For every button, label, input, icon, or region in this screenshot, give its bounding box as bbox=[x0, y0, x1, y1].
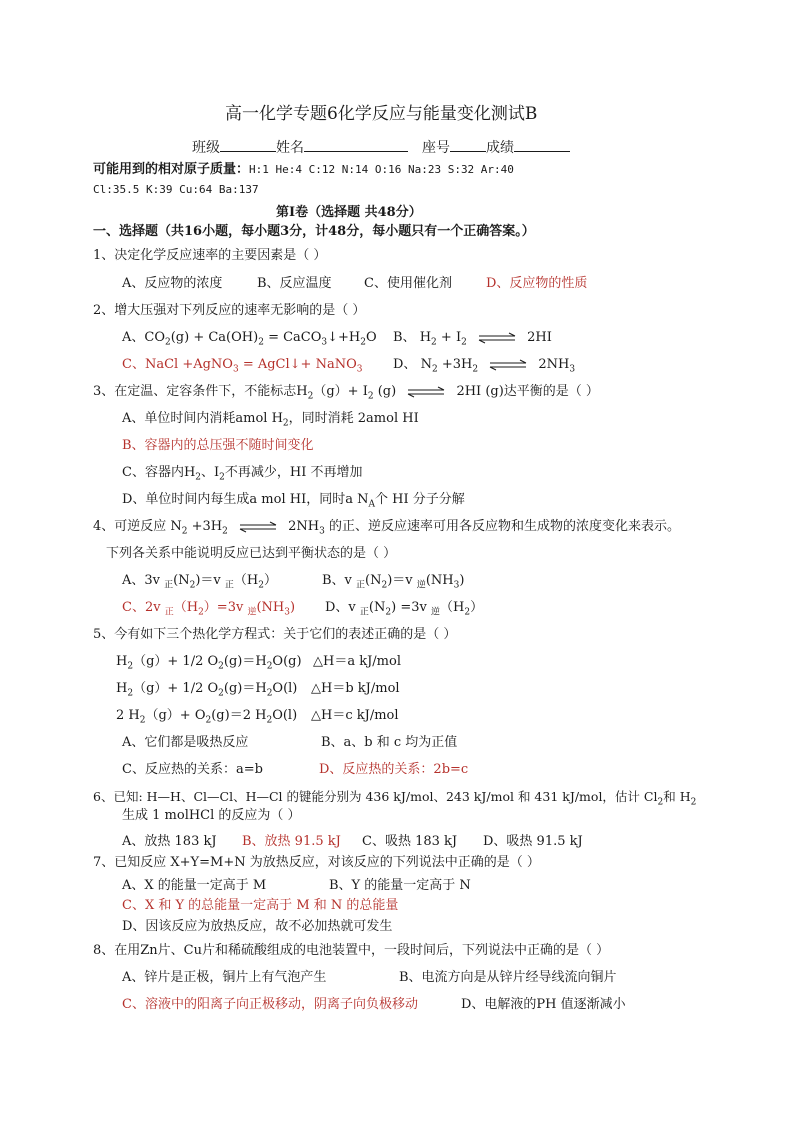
atomic-masses-values-1: H:1 He:4 C:12 N:14 O:16 Na:23 S:32 Ar:40 bbox=[249, 163, 514, 176]
q4-option-b[interactable]: B、v $_正(N_2)=v$ $_逆(NH_3)$ bbox=[322, 573, 465, 591]
q6-stem: 6、已知: H—H、Cl—Cl、H—Cl 的键能分别为 436 kJ/mol、243 kJ/mol 和 431 kJ/mol，估计 $Cl_2$和 $H_2$ bbox=[93, 789, 697, 808]
q8-option-a[interactable]: A、锌片是正极，铜片上有气泡产生 bbox=[122, 970, 327, 985]
seat-label: 座号 bbox=[422, 140, 450, 156]
q4-option-d[interactable]: D、v $_正(N_2) =3v$ $_逆(H_2)$ bbox=[325, 600, 484, 618]
score-blank[interactable] bbox=[514, 138, 570, 152]
q5-dh-2: △H＝b kJ/mol bbox=[311, 681, 400, 696]
q4-stem-2: 下列各关系中能说明反应已达到平衡状态的是（ ） bbox=[106, 546, 397, 561]
section-title: 一、选择题（共16小题，每小题3分，计48分，每小题只有一个正确答案。） bbox=[93, 224, 535, 239]
q8-stem: 8、在用Zn片、Cu片和稀硫酸组成的电池装置中，一段时间后，下列说法中正确的是（ ） bbox=[93, 943, 610, 958]
q1-stem: 1、决定化学反应速率的主要因素是（ ） bbox=[93, 248, 327, 263]
q3-option-a[interactable]: A、单位时间内消耗amol $H_2$，同时消耗 2amol HI bbox=[122, 411, 419, 429]
q5-stem: 5、今有如下三个热化学方程式：关于它们的表述正确的是（ ） bbox=[93, 627, 457, 642]
part-title: 第Ⅰ卷（选择题 共48分） bbox=[276, 205, 422, 220]
q8-option-b[interactable]: B、电流方向是从锌片经导线流向铜片 bbox=[399, 970, 617, 985]
atomic-masses-line-1 bbox=[93, 162, 514, 178]
equilibrium-arrow-icon bbox=[238, 521, 278, 533]
q5-dh-1: △H＝a kJ/mol bbox=[313, 654, 401, 669]
q4-stem: 4、可逆反应 $N_2 +3H_2$ $2NH_3$ 的正、逆反应速率可用各反应物和生成物的浓度变化来表示。 bbox=[93, 519, 681, 537]
q5-equation-3: 2 $H_2(g)+ O_2(g)=2$ $H_2O(l)$ bbox=[116, 708, 298, 726]
q1-option-c[interactable]: C、使用催化剂 bbox=[364, 276, 452, 291]
q6-option-c[interactable]: C、吸热 183 kJ bbox=[362, 834, 458, 849]
class-blank[interactable] bbox=[220, 138, 276, 152]
class-label: 班级 bbox=[192, 140, 220, 156]
atomic-masses-label: 可能用到的相对原子质量： bbox=[93, 162, 250, 177]
q7-option-b[interactable]: B、Y 的能量一定高于 N bbox=[329, 878, 471, 893]
q2-option-d[interactable]: D、 $N_2 +3H_2$ $2NH_3$ bbox=[393, 357, 576, 375]
equilibrium-arrow-icon bbox=[488, 359, 528, 371]
q5-equation-1: $H_2(g)+ 1/2$ $O_2(g)=H_2O(g)$ bbox=[116, 654, 302, 672]
q1-option-d[interactable]: D、反应物的性质 bbox=[486, 276, 588, 291]
q6-stem-2: 生成 1 molHCl 的反应为（ ） bbox=[122, 808, 301, 823]
q3-stem: 3、在定温、定容条件下，不能标志$H_2(g)+ I_2$ (g) 2HI (g)达平衡的是（ ） bbox=[93, 384, 599, 402]
q2-option-a[interactable]: A、$CO_2(g) + Ca(OH)_2$ = $CaCO_3↓+H_2O$ bbox=[122, 330, 377, 348]
q4-option-a[interactable]: A、3v $_正(N_2)=v$ $_正(H_2)$ bbox=[122, 573, 278, 591]
seat-blank[interactable] bbox=[450, 138, 486, 152]
q8-option-c[interactable]: C、溶液中的阳离子向正极移动，阴离子向负极移动 bbox=[122, 997, 418, 1012]
q6-option-d[interactable]: D、吸热 91.5 kJ bbox=[483, 834, 583, 849]
q2-option-c[interactable]: C、NaCl +AgNO$_3$ = AgCl↓+ NaNO$_3$ bbox=[122, 357, 363, 375]
score-label: 成绩 bbox=[486, 140, 514, 156]
q4-option-c[interactable]: C、2v $_正(H_2)=3v$ $_逆(NH_3)$ bbox=[122, 600, 296, 618]
q5-option-a[interactable]: A、它们都是吸热反应 bbox=[122, 735, 249, 750]
q1-option-a[interactable]: A、反应物的浓度 bbox=[122, 276, 223, 291]
q7-stem: 7、已知反应 X+Y=M+N 为放热反应，对该反应的下列说法中正确的是（ ） bbox=[93, 855, 540, 870]
q2-option-b[interactable]: B、 $H_2 + I_2$ 2HI bbox=[393, 330, 552, 348]
q7-option-a[interactable]: A、X 的能量一定高于 M bbox=[122, 878, 267, 893]
q3-option-b[interactable]: B、容器内的总压强不随时间变化 bbox=[122, 438, 314, 453]
equilibrium-arrow-icon bbox=[406, 386, 446, 398]
q5-option-d[interactable]: D、反应热的关系：2b=c bbox=[319, 762, 469, 777]
q7-option-c[interactable]: C、X 和 Y 的总能量一定高于 M 和 N 的总能量 bbox=[122, 898, 399, 913]
q8-option-d[interactable]: D、电解液的PH 值逐渐减小 bbox=[461, 997, 626, 1012]
equilibrium-arrow-icon bbox=[477, 332, 517, 344]
q5-option-c[interactable]: C、反应热的关系：a=b bbox=[122, 762, 263, 777]
q7-option-d[interactable]: D、因该反应为放热反应，故不必加热就可发生 bbox=[122, 919, 393, 934]
q6-option-a[interactable]: A、放热 183 kJ bbox=[122, 834, 217, 849]
page-title: 高一化学专题6化学反应与能量变化测试B bbox=[225, 104, 538, 124]
q5-dh-3: △H＝c kJ/mol bbox=[311, 708, 399, 723]
q3-option-c[interactable]: C、容器内$H_2$、$I_2$不再减少，HI 不再增加 bbox=[122, 465, 363, 483]
q3-option-d[interactable]: D、单位时间内每生成a mol HI，同时a $N_A$个 HI 分子分解 bbox=[122, 492, 465, 510]
q1-option-b[interactable]: B、反应温度 bbox=[257, 276, 332, 291]
student-info-line bbox=[192, 138, 570, 156]
atomic-masses-line-2: Cl:35.5 K:39 Cu:64 Ba:137 bbox=[93, 183, 259, 196]
q6-option-b[interactable]: B、放热 91.5 kJ bbox=[242, 834, 341, 849]
q2-stem: 2、增大压强对下列反应的速率无影响的是（ ） bbox=[93, 303, 366, 318]
name-label: 姓名 bbox=[276, 140, 304, 156]
name-blank[interactable] bbox=[304, 138, 408, 152]
q5-option-b[interactable]: B、a、b 和 c 均为正值 bbox=[321, 735, 458, 750]
q5-equation-2: $H_2(g)+ 1/2$ $O_2(g)=H_2O(l)$ bbox=[116, 681, 298, 699]
